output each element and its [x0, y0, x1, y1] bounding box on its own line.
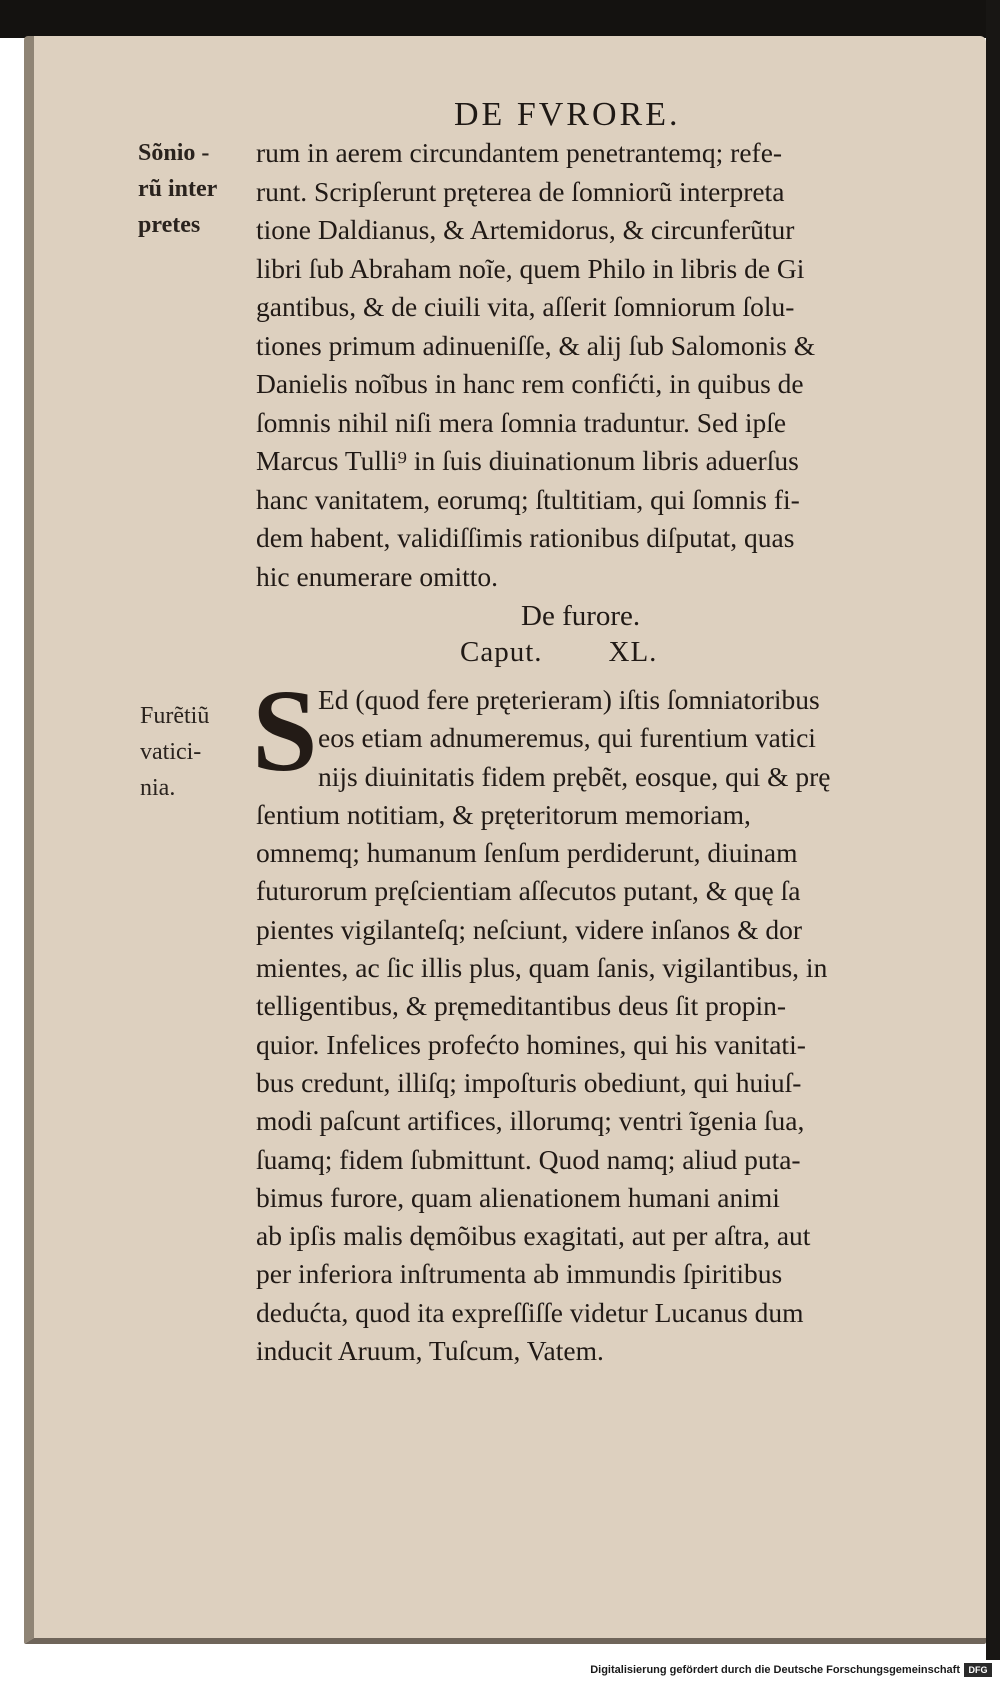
text-line: pientes vigilanteſq; neſciunt, videre inſanos & dor	[256, 913, 803, 945]
paragraph-somnia	[256, 134, 962, 596]
text-line: nijs diuinitatis fidem prębẽt, eosque, qui & prę	[318, 760, 831, 792]
text-line: libri ſub Abraham noĩe, quem Philo in libris de Gi	[256, 252, 805, 284]
text-line: hic enumerare omitto.	[256, 560, 499, 592]
margin-note-line: Furẽtiũ	[140, 703, 210, 729]
margin-note-line: vatici-	[140, 739, 202, 765]
text-line: eos etiam adnumeremus, qui furentium vatici	[318, 722, 816, 754]
chapter-number: Caput. XL.	[460, 636, 658, 668]
margin-note-furentium	[140, 698, 209, 806]
margin-note-somniorum	[138, 135, 217, 243]
margin-note-line: rũ inter	[138, 176, 218, 202]
text-line: telligentibus, & pręmeditantibus deus ſit propin-	[256, 990, 787, 1022]
text-line: rum in aerem circundantem penetrantemq; refe-	[256, 137, 783, 168]
text-line: dem habent, validiſſimis rationibus diſputat, quas	[256, 522, 795, 553]
text-line: Ed (quod fere pręterieram) iſtis ſomniatoribus	[318, 684, 820, 715]
text-line: ſomnis nihil niſi mera ſomnia traduntur. Sed ipſe	[256, 406, 787, 438]
section-heading: De furore.	[521, 600, 641, 632]
text-line: dedućta, quod ita expreſſiſſe videtur Lucanus dum	[256, 1296, 804, 1328]
text-line: mientes, ac ſic illis plus, quam ſanis, vigilantibus, in	[256, 952, 828, 984]
text-line: Marcus Tulli⁹ in ſuis diuinationum libris aduerſus	[256, 445, 799, 476]
text-line: modi paſcunt artifices, illorumq; ventri ĩgenia ſua,	[256, 1105, 805, 1137]
text-line: tione Daldianus, & Artemidorus, & circunferũtur	[256, 214, 795, 245]
margin-note-line: Sõnio -	[138, 140, 210, 166]
text-line: bus credunt, illiſq; impoſturis obediunt, qui huiuſ-	[256, 1066, 802, 1098]
scan-background-right	[986, 0, 1000, 1660]
digitization-credit: Digitalisierung gefördert durch die Deutsche Forschungsgemeinschaft	[590, 1664, 960, 1676]
text-line: runt. Scripſerunt pręterea de ſomniorũ interpreta	[256, 175, 785, 207]
margin-note-line: nia.	[140, 775, 176, 801]
dfg-logo: DFG	[964, 1663, 992, 1677]
text-line: tiones primum adinueniſſe, & alij ſub Salomonis &	[256, 329, 816, 361]
scan-background-top	[0, 0, 1000, 38]
text-line: hanc vanitatem, eorumq; ſtultitiam, qui ſomnis fi-	[256, 483, 800, 515]
text-line: per inferiora inſtrumenta ab immundis ſpiritibus	[256, 1258, 783, 1290]
margin-note-line: pretes	[138, 212, 201, 238]
text-line: inducit Aruum, Tuſcum, Vatem.	[256, 1335, 604, 1367]
running-head: DE FVRORE.	[454, 96, 681, 133]
paragraph-furore	[256, 681, 962, 1370]
text-line: quior. Infelices profećto homines, qui his vanitati-	[256, 1028, 806, 1060]
text-line: Danielis noĩbus in hanc rem confićti, in quibus de	[256, 368, 804, 399]
text-line: ab ipſis malis dęmõibus exagitati, aut per aſtra, aut	[256, 1220, 811, 1252]
text-line: futurorum pręſcientiam aſſecutos putant, & quę ſa	[256, 875, 801, 907]
text-line: gantibus, & de ciuili vita, aſſerit ſomniorum ſolu-	[256, 291, 795, 322]
text-line: omnemq; humanum ſenſum perdiderunt, diuinam	[256, 837, 798, 869]
drop-capital: S	[252, 665, 318, 796]
text-line: ſuamq; fidem ſubmittunt. Quod namq; aliud puta-	[256, 1143, 801, 1175]
text-line: ſentium notitiam, & pręteritorum memoriam,	[256, 798, 751, 830]
text-line: bimus furore, quam alienationem humani animi	[256, 1181, 780, 1213]
